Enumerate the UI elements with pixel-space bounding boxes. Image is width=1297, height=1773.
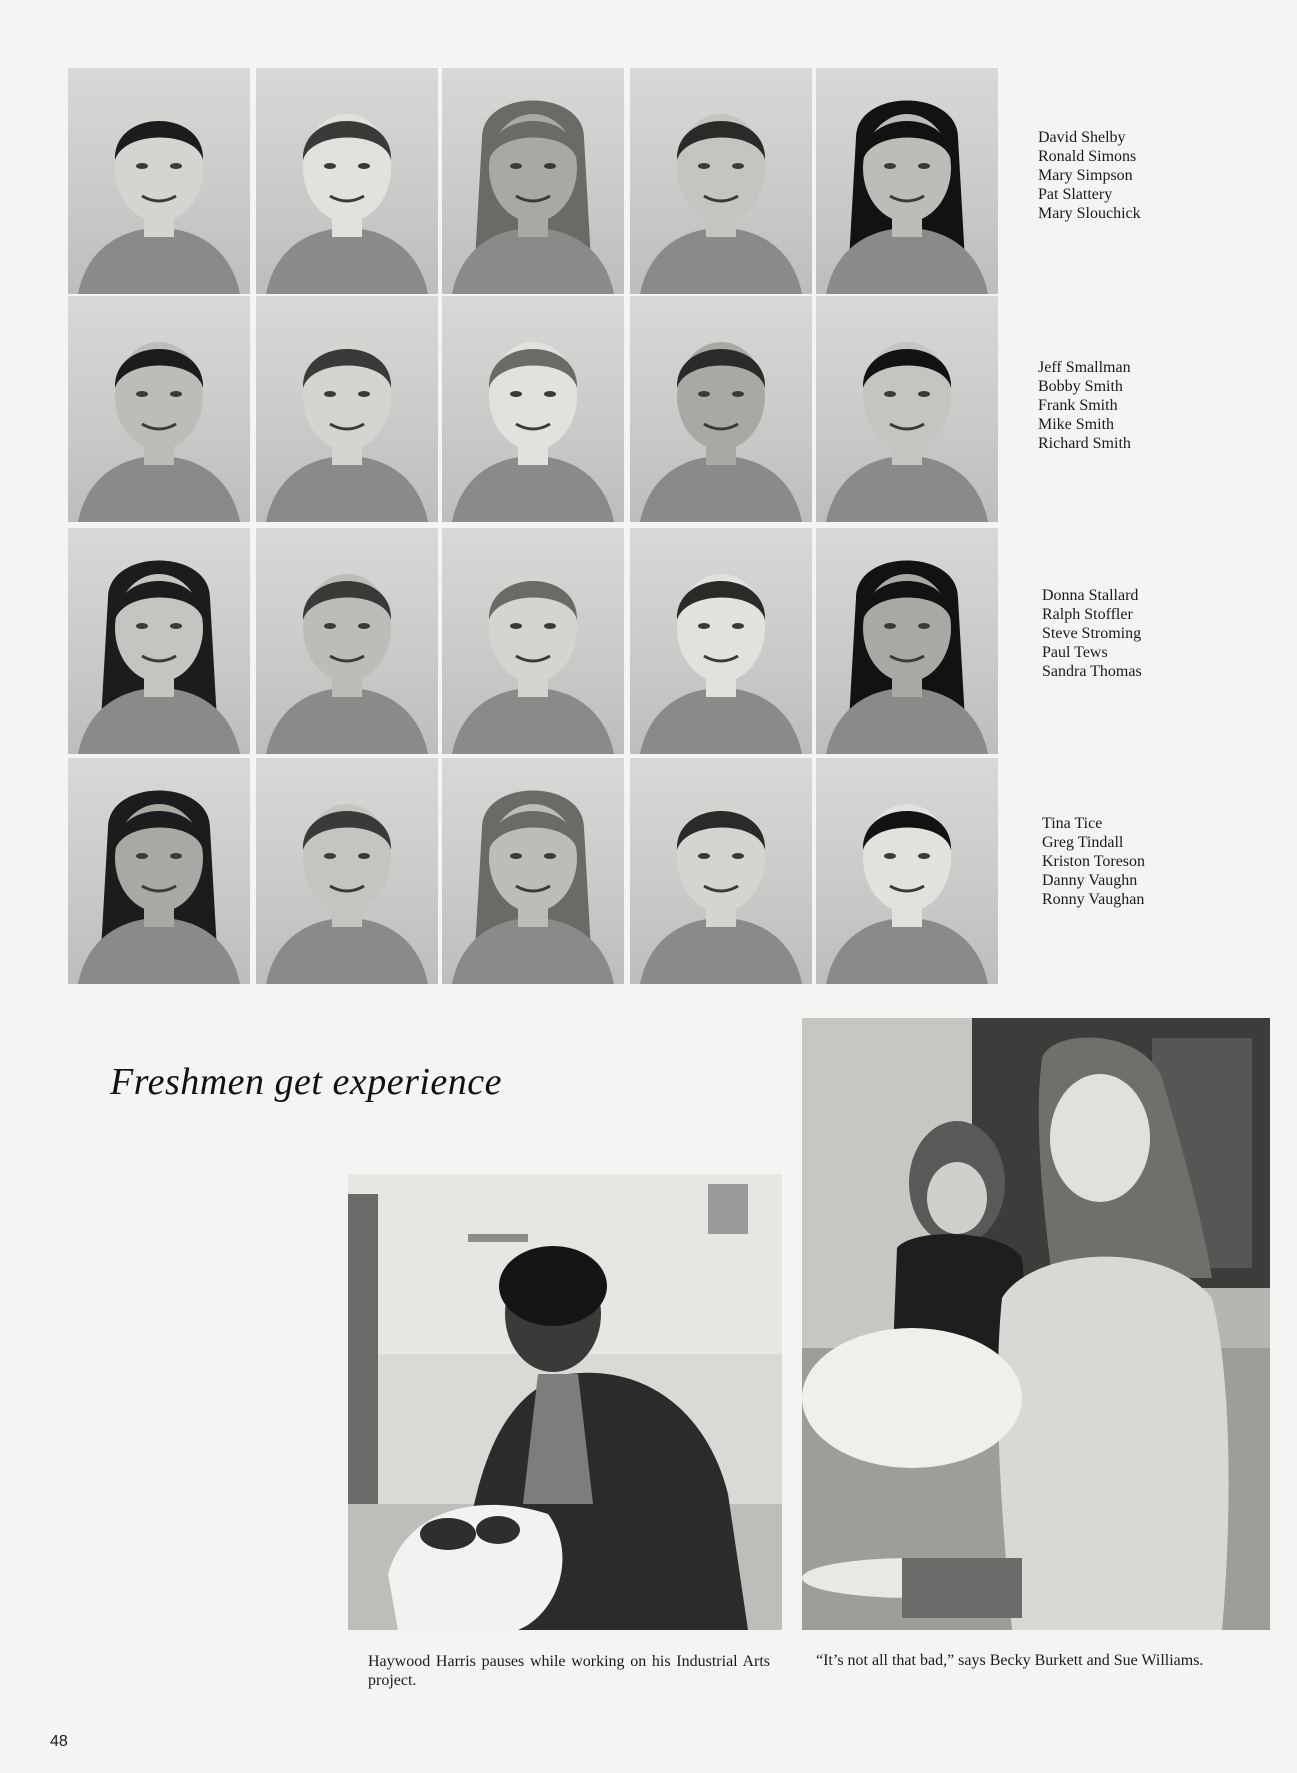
student-portrait	[816, 296, 998, 522]
student-name: Ralph Stoffler	[1042, 606, 1133, 623]
student-portrait	[816, 68, 998, 294]
photo-industrial-arts	[348, 1174, 782, 1630]
portrait-grid	[68, 68, 1004, 986]
student-portrait	[630, 758, 812, 984]
student-name: Danny Vaughn	[1042, 872, 1138, 889]
student-name: Sandra Thomas	[1042, 663, 1142, 680]
student-portrait	[68, 758, 250, 984]
student-name: Greg Tindall	[1042, 834, 1124, 851]
student-portrait	[68, 68, 250, 294]
student-portrait	[256, 758, 438, 984]
student-name: Tina Tice	[1042, 815, 1103, 832]
name-list-row-2	[1038, 358, 1258, 453]
student-name: Ronny Vaughan	[1042, 891, 1145, 908]
student-portrait	[630, 296, 812, 522]
student-name: Mike Smith	[1038, 416, 1115, 433]
student-portrait	[816, 758, 998, 984]
student-name: Mary Simpson	[1038, 167, 1133, 184]
student-name: Donna Stallard	[1042, 587, 1139, 604]
student-name: Mary Slouchick	[1038, 205, 1141, 222]
student-portrait	[442, 528, 624, 754]
student-portrait	[816, 528, 998, 754]
student-name: Jeff Smallman	[1038, 359, 1131, 376]
name-list-row-4	[1042, 814, 1262, 909]
student-portrait	[256, 296, 438, 522]
student-name: Kriston Toreson	[1042, 853, 1146, 870]
student-name: David Shelby	[1038, 129, 1126, 146]
student-name: Bobby Smith	[1038, 378, 1123, 395]
student-portrait	[256, 528, 438, 754]
name-list-row-1	[1038, 128, 1258, 223]
student-name: Paul Tews	[1042, 644, 1108, 661]
student-portrait	[630, 68, 812, 294]
student-portrait	[442, 296, 624, 522]
student-portrait	[442, 758, 624, 984]
student-portrait	[68, 296, 250, 522]
student-portrait	[68, 528, 250, 754]
name-list-row-3	[1042, 586, 1262, 681]
page-number: 48	[50, 1733, 68, 1750]
student-portrait	[442, 68, 624, 294]
student-portrait	[630, 528, 812, 754]
photo-home-economics	[802, 1018, 1270, 1630]
student-portrait	[256, 68, 438, 294]
student-name: Richard Smith	[1038, 435, 1131, 452]
student-name: Pat Slattery	[1038, 186, 1113, 203]
page-headline: Freshmen get experience	[110, 1061, 503, 1103]
student-name: Steve Stroming	[1042, 625, 1142, 642]
student-name: Ronald Simons	[1038, 148, 1137, 165]
caption-right: “It’s not all that bad,” says Becky Burkett and Sue Williams.	[816, 1652, 1204, 1669]
student-name: Frank Smith	[1038, 397, 1118, 414]
caption-left: Haywood Harris pauses while working on his Industrial Arts project.	[368, 1653, 770, 1689]
